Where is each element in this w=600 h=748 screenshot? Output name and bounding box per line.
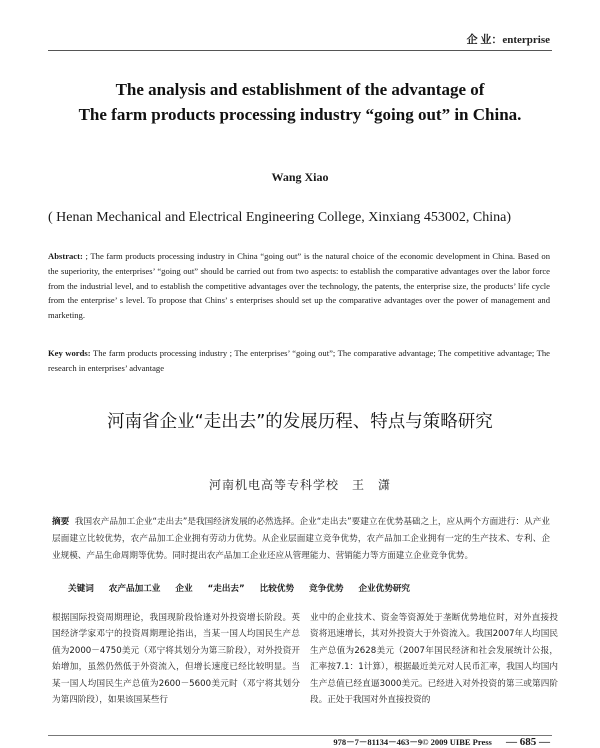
abstract-cn-label: 摘要 xyxy=(52,517,70,527)
abstract-en-label: Abstract: xyxy=(48,251,83,261)
abstract-en xyxy=(48,249,550,323)
footer xyxy=(333,736,550,748)
keyword-cn-item: 农产品加工业 xyxy=(108,584,161,594)
affiliation-en: ( Henan Mechanical and Electrical Engineering College, Xinxiang 453002, China) xyxy=(48,210,512,225)
author-cn: 河南机电高等专科学校 王 潇 xyxy=(208,478,391,492)
header-rule xyxy=(48,50,552,51)
abstract-cn-text: 我国农产品加工企业“走出去”是我国经济发展的必然选择。企业“走出去”要建立在优势基础之上，应从两个方面进行：从产业层面建立比较优势，农产品加工企业拥有劳动力优势。从企业层面建立竞争优势，农产品加工企业拥有一定的生产技术、专利、企业规模、产品生命周期等优势。同时提出农产品加工企业还应从管理能力、营销能力等方面建立企业竞争优势。 xyxy=(52,517,551,561)
keywords-en-text: The farm products processing industry ; The enterprises’ “going out”; The comparative advantage; The competitive advantage; The research in enterprises’ advantage xyxy=(48,348,551,373)
running-head: 企 业：enterprise xyxy=(466,34,550,46)
title-en-line-2: The farm products processing industry “going out” in China. xyxy=(78,105,522,124)
keywords-en-label: Key words: xyxy=(48,348,91,358)
title-cn: 河南省企业“走出去”的发展历程、特点与策略研究 xyxy=(107,412,493,432)
keywords-cn xyxy=(68,582,550,594)
keywords-en xyxy=(48,346,550,375)
body-column-right: 业中的企业技术、资金等资源处于垄断优势地位时，对外直接投资将迅速增长，其对外投资大于外资流入。我国2007年人均国民生产总值为2628美元（2007年国民经济和社会发展统计公报，汇率按7.1：1计算），根据最近美元对人民币汇率，我国人均国内生产总值已经直逼3000美元。已经进入对外投资的第三或第四阶段。正处于我国对外直接投资的 xyxy=(310,613,558,706)
keyword-cn-item: “走出去” xyxy=(207,584,245,594)
footer-imprint: 978－7－81134－463－9© 2009 UIBE Press xyxy=(333,737,492,747)
author-en: Wang Xiao xyxy=(271,170,329,184)
keyword-cn-item: 企业 xyxy=(175,584,193,594)
abstract-en-text: ; The farm products processing industry in China “going out” is the natural choice of the economic development in China. Based on the superiority, the enterprises’ “going out” should be carried out from two aspects: to establish the comparative advantages over the labor force from the industrial level, and to establish the competitive advantages over the technology, the patents, the enterprise size, the products’ life cycle from the enterprise’ s level. To propose that Chins’ s enterprises should set up the comparative advantages over the power of management and marketing. xyxy=(48,251,550,321)
body-column-left: 根据国际投资周期理论，我国现阶段恰逢对外投资增长阶段。英国经济学家邓宁的投资周期理论指出，当某一国人均国民生产总值为2000－4750美元（邓宁将其划分为第三阶段），对外投资开始增加，虽然仍然低于外资流入，但增长速度已经比较明显。当某一国人均国民生产总值为2600－5600美元时（邓宁将其划分为第四阶段），如果该国某些行 xyxy=(52,613,300,706)
page-number: — 685 — xyxy=(506,736,550,748)
keyword-cn-item: 竞争优势 xyxy=(309,584,344,594)
keywords-cn-label: 关键词 xyxy=(68,584,94,594)
abstract-cn xyxy=(52,514,550,564)
keyword-cn-item: 比较优势 xyxy=(259,584,295,594)
title-en-line-1: The analysis and establishment of the advantage of xyxy=(115,80,485,99)
keyword-cn-item: 企业优势研究 xyxy=(358,584,411,594)
